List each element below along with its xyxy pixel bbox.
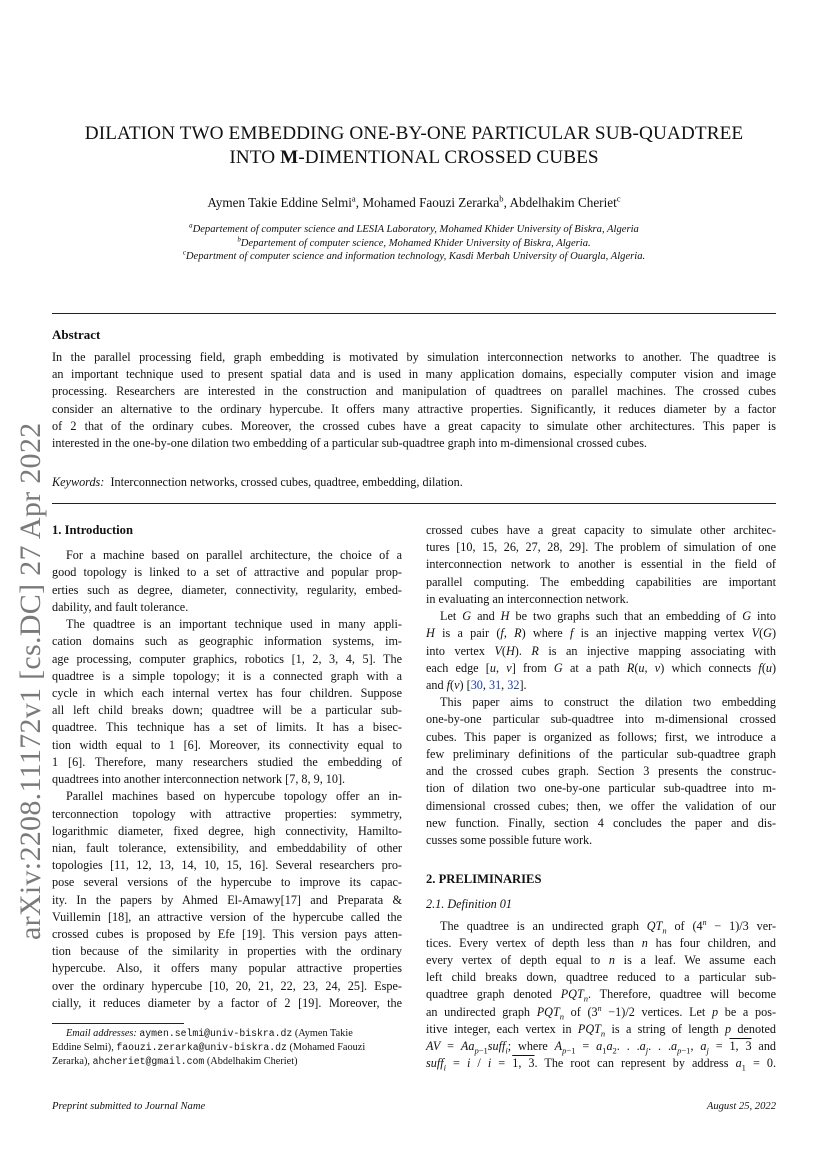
text-line: hypercube. Also, it offers many popular attractive properties bbox=[52, 961, 402, 976]
text-line: cubes. This paper is organized as follows; first, we introduce a bbox=[426, 729, 776, 744]
text-line: left child breaks down, quadtree reduced to a particular sub- bbox=[426, 970, 776, 985]
text-line: Vuillemin [18], an attractive version of the hypercube called the bbox=[52, 909, 402, 924]
keywords-label: Keywords: bbox=[52, 475, 105, 489]
text-line: terconnection topology with attractive properties: symmetry, bbox=[52, 806, 402, 821]
text-line: tures [10, 15, 26, 27, 28, 29]. The problem of simulation of one bbox=[426, 540, 776, 555]
abstract-line: of 2 that of the ordinary cubes. Moreover, the crossed cubes have a great capacity to simulate other architectures. This paper is bbox=[52, 418, 776, 433]
affiliation-c: $^c$Department of computer science and information technology, Kasdi Merbah University of Ouargla, Algeria. bbox=[182, 249, 646, 262]
text-line: each edge [u, v] from G at a path R(u, v) which connects f(u) bbox=[426, 660, 777, 675]
text-line: quadtrees into another interconnection network [7, 8, 9, 10]. bbox=[52, 772, 346, 787]
abstract-heading: Abstract bbox=[52, 327, 101, 342]
text-line: 1 [6]. Therefore, many researchers studied the embedding of bbox=[52, 754, 402, 769]
text-line: Let G and H be two graphs such that an embedding of G into bbox=[440, 609, 776, 624]
text-line: every vertex of depth equal to n is a leaf. We assume each bbox=[426, 953, 776, 968]
text-line: new function. Finally, section 4 concludes the paper and dis- bbox=[426, 815, 776, 830]
text-line: over the ordinary hypercube [10, 20, 21, 22, 23, 24, 25]. Espe- bbox=[52, 978, 402, 993]
text-line: The quadtree is an important technique used in many appli- bbox=[66, 617, 402, 632]
title-line-2: INTO M-DIMENTIONAL CROSSED CUBES bbox=[229, 147, 599, 168]
footnote bbox=[52, 1027, 402, 1069]
text-line: one-by-one particular sub-quadtree into m-dimensional crossed bbox=[426, 712, 776, 727]
text-line: and the crossed cubes graph. Section 3 presents the construc- bbox=[426, 764, 776, 779]
divider bbox=[52, 503, 776, 504]
section-heading: 2. PRELIMINARIES bbox=[426, 872, 542, 887]
footer-date: August 25, 2022 bbox=[706, 1101, 776, 1112]
text-line: itive integer, each vertex in $PQT_n$ is a string of length p denoted bbox=[426, 1021, 776, 1039]
email-link[interactable]: faouzi.zerarka@univ-biskra.dz bbox=[116, 1042, 287, 1053]
text-line: few preliminary definitions of the particular sub-quadtree graph bbox=[426, 746, 776, 761]
subsection-heading: 2.1. Definition 01 bbox=[426, 897, 512, 912]
keywords bbox=[52, 475, 776, 490]
arxiv-stamp: arXiv:2208.11172v1 [cs.DC] 27 Apr 2022 bbox=[14, 422, 47, 940]
abstract-body bbox=[52, 349, 776, 452]
text-line: all left child breaks down; quadtree will be a particular sub- bbox=[52, 703, 402, 718]
text-line: good topology is linked to a set of attractive and popular prop- bbox=[52, 565, 402, 580]
text-line: erties such as degree, diameter, connectivity, regularity, embed- bbox=[52, 582, 402, 597]
abstract-line: interested in the one-by-one dilation two embedding of a particular sub-quadtree graph into m-dimensional crossed cubes. bbox=[52, 436, 647, 451]
footnote-line: Email addresses: aymen.selmi@univ-biskra.dz (Aymen Takie bbox=[66, 1028, 353, 1039]
paper-title bbox=[60, 122, 768, 170]
text-line: dability, and fault tolerance. bbox=[52, 599, 189, 614]
text-line: cation domains such as geographic information systems, im- bbox=[52, 634, 402, 649]
text-line: cusses some possible future work. bbox=[426, 832, 593, 847]
text-line: tices. Every vertex of depth less than n has four children, and bbox=[426, 935, 776, 950]
text-line: logarithmic diameter, fixed degree, high connectivity, Hamilto- bbox=[52, 823, 402, 838]
text-line: Parallel machines based on hypercube topology offer an in- bbox=[66, 789, 402, 804]
section-heading: 1. Introduction bbox=[52, 523, 133, 537]
affiliations bbox=[60, 223, 768, 264]
text-line: AV = $Aa_{p-1}suff_i$; where $A_{p-1} = a_1a_2$. . $.a_j$. . $.a_{p-1}$, $a_j = 1$, 3 and bbox=[426, 1039, 777, 1056]
text-line: The quadtree is an undirected graph $QT_n$ of $(4^n - 1)/3$ ver- bbox=[440, 917, 776, 936]
author-list: Aymen Takie Eddine Selmi$^a$, Mohamed Faouzi Zerarka$^b$, Abdelhakim Cheriet$^c$ bbox=[207, 193, 621, 210]
text-line: quadtree is a simple topology; it is a connected graph with a bbox=[52, 668, 402, 683]
abstract-line: processing. Researchers are interested in the construction and manipulation of quadtrees on parallel machines. The crossed cubes bbox=[52, 384, 776, 399]
author-name: Abdelhakim Cheriet bbox=[509, 195, 617, 210]
abstract-line: In the parallel processing field, graph embedding is motivated by simulation interconnection networks to another. The quadtree is bbox=[52, 350, 776, 364]
footnote-line: Zerarka), ahcheriet@gmail.com (Abdelhakim Cheriet) bbox=[52, 1056, 298, 1067]
text-line: cially, it reduces diameter by a factor of 2 [19]. Moreover, the bbox=[52, 995, 402, 1010]
footer-journal: Preprint submitted to Journal Name bbox=[52, 1101, 206, 1112]
author-name: Mohamed Faouzi Zerarka bbox=[362, 195, 500, 210]
text-line: ity. In the papers by Ahmed El-Amawy[17] and Preparata & bbox=[52, 892, 402, 907]
text-line: quadtree. This technique has a set of limits. It has a bisec- bbox=[52, 720, 402, 735]
text-line: suff$_i$ = i / i = 1, 3. The root can represent by address $a_1 = 0$. bbox=[426, 1056, 777, 1073]
text-line: tion of dilation two one-by-one particular sub-quadtree into m- bbox=[426, 781, 776, 796]
keywords-list: Interconnection networks, crossed cubes, quadtree, embedding, dilation. bbox=[110, 475, 463, 489]
text-line: pose several versions of the hypercube to improve its capac- bbox=[52, 875, 402, 890]
text-line: topologies [11, 12, 13, 14, 10, 15, 16]. Several researchers pro- bbox=[52, 858, 402, 873]
right-column bbox=[426, 522, 776, 1073]
email-link[interactable]: aymen.selmi@univ-biskra.dz bbox=[139, 1028, 293, 1039]
text-line: an undirected graph $PQT_n$ of $(3^n -1)/2$ vertices. Let p be a pos- bbox=[426, 1003, 777, 1022]
text-line: age processing, computer graphics, robotics [1, 2, 3, 4, 5]. The bbox=[52, 651, 402, 666]
text-line: dimensional crossed cubes; then, we offer the validation of our bbox=[426, 798, 776, 813]
author-name: Aymen Takie Eddine Selmi bbox=[207, 195, 352, 210]
text-line: This paper aims to construct the dilation two embedding bbox=[440, 695, 776, 710]
text-line: parallel computing. The embedding capabilities are important bbox=[426, 574, 776, 589]
text-line: For a machine based on parallel architecture, the choice of a bbox=[66, 548, 402, 563]
text-line: into vertex V(H). R is an injective mapping associating with bbox=[426, 643, 776, 658]
email-link[interactable]: ahcheriet@gmail.com bbox=[92, 1056, 205, 1067]
text-line: tion because of the similarity in properties with the ordinary bbox=[52, 944, 402, 959]
text-line: tion width equal to 1 [6]. Moreover, its connectivity equal to bbox=[52, 737, 402, 752]
affiliation-a: $^a$Departement of computer science and LESIA Laboratory, Mohamed Khider University of Biskra, Algeria bbox=[189, 222, 639, 235]
text-line: nian, fault tolerance, extensibility, and embeddability of other bbox=[52, 840, 402, 855]
abstract-line: an important technique used to present spatial data and is used in many application domains, especially computer vision and image bbox=[52, 367, 776, 382]
text-line: quadtree graph denoted $PQT_n$. Therefore, quadtree will become bbox=[426, 987, 776, 1004]
text-line: interconnection network to another is essential in the field of bbox=[426, 557, 776, 572]
footnote-rule bbox=[52, 1023, 184, 1024]
divider bbox=[52, 313, 776, 314]
affiliation-b: $^b$Departement of computer science, Mohamed Khider University of Biskra, Algeria. bbox=[237, 235, 591, 249]
text-line: and f(v) [30, 31, 32]. bbox=[426, 677, 527, 692]
text-line: crossed cubes is proposed by Efe [19]. This version pays atten- bbox=[52, 927, 402, 942]
text-line: H is a pair (f, R) where f is an injective mapping vertex V(G) bbox=[426, 626, 776, 641]
text-line: crossed cubes have a great capacity to simulate other architec- bbox=[426, 523, 776, 537]
text-line: in evaluating an interconnection network. bbox=[426, 591, 629, 606]
footnote-line: Eddine Selmi), faouzi.zerarka@univ-biskra.dz (Mohamed Faouzi bbox=[52, 1042, 366, 1053]
text-line: cycle in which each internal vertex has four children. Suppose bbox=[52, 685, 402, 700]
title-line-1: DILATION TWO EMBEDDING ONE-BY-ONE PARTICULAR SUB-QUADTREE bbox=[84, 123, 744, 144]
left-column bbox=[52, 522, 402, 1012]
abstract-line: consider an alternative to the ordinary hypercube. It offers many attractive properties. Significantly, it reduces diameter by a factor bbox=[52, 401, 776, 416]
